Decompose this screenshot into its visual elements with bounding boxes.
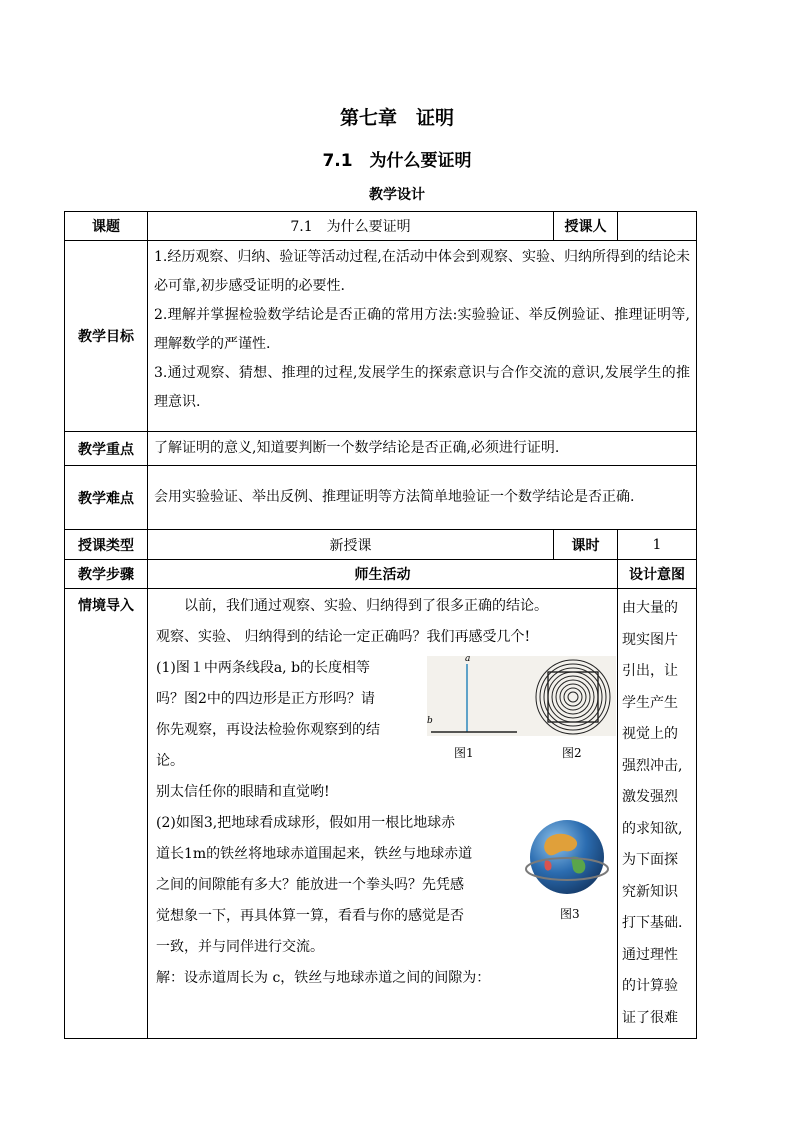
figure-2 — [521, 656, 616, 736]
hours-label: 课时 — [554, 530, 618, 560]
row-type — [65, 530, 697, 560]
goal-item: 1.经历观察、归纳、验证等活动过程,在活动中体会到观察、实验、归纳所得到的结论未必可靠,初步感受证明的必要性. — [154, 249, 690, 294]
intent-label: 设计意图 — [618, 560, 697, 589]
activity-line: (2)如图3,把地球看成球形，假如用一根比地球赤 — [156, 815, 456, 831]
row-topic — [65, 212, 697, 241]
intent-line: 的计算验 — [622, 978, 678, 994]
activity-line: 吗？图2中的四边形是正方形吗？请 — [156, 691, 375, 707]
activity-line: 道长1m的铁丝将地球赤道围起来，铁丝与地球赤道 — [156, 846, 473, 862]
row-key — [65, 432, 697, 466]
intent-line: 证了很难 — [622, 1009, 678, 1026]
row-steps-header — [65, 560, 697, 589]
intent-line: 打下基础. — [622, 915, 683, 931]
figure-1 — [427, 656, 521, 736]
activity-cell — [148, 589, 618, 1039]
intent-line: 究新知识 — [622, 883, 678, 900]
fig1-caption: 图1 — [454, 746, 474, 760]
intent-line: 由大量的 — [622, 600, 678, 616]
intent-line: 为下面探 — [622, 852, 678, 868]
key-label: 教学重点 — [65, 432, 148, 466]
chapter-title: 第七章 证明 — [339, 107, 454, 129]
intent-line: 强烈冲击, — [622, 757, 683, 774]
activity-label: 师生活动 — [148, 560, 618, 589]
intent-line: 通过理性 — [622, 946, 678, 963]
activity-line: 观察、实验、 归纳得到的结论一定正确吗？我们再感受几个! — [156, 629, 531, 645]
activity-line: 之间的间隙能有多大？能放进一个拳头吗？先凭感 — [156, 877, 464, 893]
intent-line: 引出，让 — [622, 663, 678, 679]
activity-line: 你先观察，再设法检验你观察到的结 — [156, 722, 380, 738]
goals-cell — [148, 241, 697, 432]
activity-line: 论。 — [156, 753, 184, 769]
activity-line: 以前，我们通过观察、实验、归纳得到了很多正确的结论。 — [156, 598, 548, 614]
activity-line: 解：设赤道周长为 c，铁丝与地球赤道之间的间隙为： — [156, 970, 491, 986]
row-goals — [65, 241, 697, 432]
intent-cell — [618, 589, 697, 1039]
topic-value: 7.1 为什么要证明 — [148, 212, 554, 241]
row-step1 — [65, 589, 697, 1039]
figure-3 — [525, 817, 611, 901]
key-value: 了解证明的意义,知道要判断一个数学结论是否正确,必须进行证明. — [148, 432, 697, 466]
hours-value: 1 — [618, 530, 697, 560]
difficulty-label: 教学难点 — [65, 466, 148, 530]
intent-line: 视觉上的 — [622, 726, 678, 742]
intent-line: 现实图片 — [622, 631, 678, 648]
teacher-value — [618, 212, 697, 241]
step1-label: 情境导入 — [65, 589, 148, 1039]
activity-line: 觉想象一下，再具体算一算，看看与你的感觉是否 — [156, 908, 464, 924]
teacher-label: 授课人 — [554, 212, 618, 241]
steps-label: 教学步骤 — [65, 560, 148, 589]
type-label: 授课类型 — [65, 530, 148, 560]
fig1-label-b: b — [427, 716, 433, 726]
activity-line: (1)图１中两条线段a, b的长度相等 — [156, 660, 371, 676]
fig2-caption: 图2 — [562, 746, 582, 760]
concentric-circles-illustration — [521, 656, 616, 736]
goals-label: 教学目标 — [65, 241, 148, 432]
activity-line: 一致，并与同伴进行交流。 — [156, 939, 324, 955]
lesson-table — [64, 211, 697, 1039]
fig1-label-a: a — [465, 654, 471, 664]
section-title: 7.1 为什么要证明 — [322, 151, 472, 171]
intent-line: 学生产生 — [622, 694, 678, 711]
topic-label: 课题 — [65, 212, 148, 241]
intent-line: 的求知欲, — [622, 820, 683, 837]
design-title: 教学设计 — [369, 187, 425, 203]
goal-item: 3.通过观察、猜想、推理的过程,发展学生的探索意识与合作交流的意识,发展学生的推理意识. — [154, 365, 690, 410]
type-value: 新授课 — [148, 530, 554, 560]
row-difficulty — [65, 466, 697, 530]
fig3-caption: 图3 — [560, 907, 580, 921]
difficulty-value: 会用实验验证、举出反例、推理证明等方法简单地验证一个数学结论是否正确. — [148, 466, 697, 530]
activity-line: 别太信任你的眼睛和直觉哟! — [156, 784, 330, 800]
globe-illustration — [525, 817, 611, 901]
segments-illustration — [427, 656, 521, 736]
goal-item: 2.理解并掌握检验数学结论是否正确的常用方法:实验验证、举反例验证、推理证明等,理解数学的严谨性. — [154, 307, 690, 352]
intent-line: 激发强烈 — [622, 789, 678, 805]
